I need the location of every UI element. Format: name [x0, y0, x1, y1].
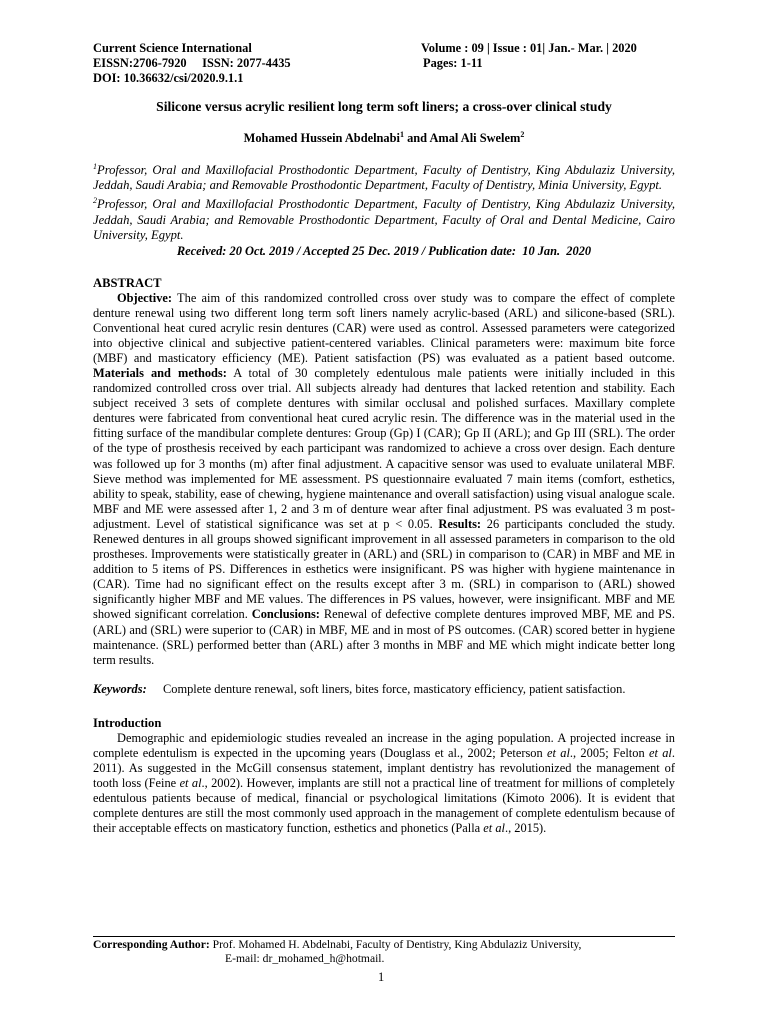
introduction-body: [93, 731, 675, 837]
intro-text-5: ., 2002). However, implants are still not a practical line of treatment for millions of completely edentulous patients because of medical, financial or psychological limitations (Kimoto 2006). It is evident that complete dentures are still the most commonly used approach in the management of complete edentulism because of their acceptable effects on masticatory function, esthetics and phonetics (Palla: [93, 776, 675, 836]
objective-text: The aim of this randomized controlled cross over study was to compare the effect of complete denture renewal using two different long term soft liners namely acrylic-based (ARL) and silicone-based (SRL). Conventional heat cured acrylic resin dentures (CAR) were used as control. Assessed parameters were categorized into objective clinical and subjective patient-centered variables. Clinical parameters were: maximum bite force (MBF) and masticatory efficiency (ME). Patient satisfaction (PS) was evaluated as a patient based outcome.: [93, 290, 675, 365]
received-dates: Received: 20 Oct. 2019 / Accepted 25 Dec. 2019 / Publication date: 10 Jan. 2020: [176, 243, 592, 258]
affiliation-2: [93, 193, 675, 242]
intro-text-2: Peterson: [500, 745, 543, 760]
intro-text-4: . 2011). As suggested in the McGill consensus statement, implant dentistry has revolutionized the management of tooth loss (Feine: [93, 745, 675, 791]
keywords-text: Complete denture renewal, soft liners, bites force, masticatory efficiency, patient satisfaction.: [163, 681, 626, 696]
conclusions-text: Renewal of defective complete dentures improved MBF, ME and PS. (ARL) and (SRL) were superior to (CAR) in MBF, ME and in most of PS outcomes. (CAR) scored better in hygiene maintenance. (SRL) performed better than (ARL) after 3 months in MBF and ME which might indicate better long term results.: [93, 607, 675, 667]
corresponding-author: [93, 938, 675, 966]
intro-etal-2: et al: [648, 745, 672, 760]
affiliation-1-sup: 1: [93, 162, 97, 172]
pages-info: Pages: 1-11: [423, 56, 483, 70]
abstract-heading: ABSTRACT: [93, 275, 162, 290]
page: [93, 41, 675, 837]
affiliation-2-sup: 2: [93, 196, 97, 206]
objective-label: Objective:: [117, 290, 173, 305]
keywords: [93, 682, 675, 697]
results-label: Results:: [438, 516, 482, 531]
intro-text-6: ., 2015).: [504, 821, 547, 836]
intro-text-3: ., 2005; Felton: [569, 745, 649, 760]
intro-text-1: Demographic and epidemiologic studies revealed an increase in the aging population. A projected increase in complete edentulism is expected in the upcoming years (Douglass et al., 2002;: [93, 730, 675, 760]
corresponding-email: E-mail: dr_mohamed_h@hotmail.: [225, 952, 385, 965]
corresponding-label: Corresponding Author:: [93, 938, 210, 951]
author-1: Mohamed Hussein Abdelnabi: [243, 131, 400, 146]
methods-text: A total of 30 completely edentulous male patients were initially included in this randomized controlled cross over trial. All subjects already had dentures that lacked retention and stability. Each subject received 3 sets of complete dentures with similar occlusal and polished surfaces. Maxillary complete dentures were fabricated from conventional heat cured acrylic resin. The difference was in the material used in the fitting surface of the mandibular complete dentures: Group (Gp) I (CAR); Gp II (ARL); and Gp III (SRL). The order of the type of prosthesis received by each participant was randomized to achieve a cross over design. Each denture was followed up for 3 months (m) after final adjustment. A capacitive sensor was used to evaluate unilateral MBF. Sieve method was implemented for ME assessment. PS questionnaire evaluated 7 main items (comfort, esthetics, ability to speak, stability, ease of chewing, hygiene maintenance and overall satisfaction) using visual analogue scale. MBF and ME were assessed after 1, 2 and 3 m of denture wear after final adjustment. PS was evaluated 3 m post-adjustment. Level of statistical significance was set at p < 0.05.: [93, 365, 675, 531]
page-number: 1: [378, 970, 385, 984]
affiliations: [93, 159, 675, 242]
intro-etal-1: et al: [542, 745, 570, 760]
introduction-heading: Introduction: [93, 715, 162, 730]
keywords-label: Keywords:: [93, 681, 147, 696]
conclusions-label: Conclusions:: [251, 607, 320, 622]
affiliation-1: [93, 159, 675, 193]
results-text: 26 participants concluded the study. Renewed dentures in all groups showed significant improvement in all assessed parameters in comparison to the old prostheses. Improvements were statistically greater in (ARL) and (SRL) in comparison to (CAR) in MBF and ME in addition to 5 items of PS. Differences in esthetics were insignificant. PS was higher with hygiene maintenance in (CAR). Time had no significant effect on the results except after 3 m. (SRL) in comparison to (ARL) showed significantly higher MBF and ME values. The differences in PS values, however, were insignificant. MBF and ME showed significant correlation.: [93, 516, 675, 622]
doi: DOI: 10.36632/csi/2020.9.1.1: [93, 71, 244, 85]
footnote-rule: [93, 936, 675, 937]
intro-etal-3: et al: [179, 776, 202, 791]
methods-label: Materials and methods:: [93, 365, 227, 380]
author-and: and: [403, 131, 430, 146]
author-2-sup: 2: [520, 130, 525, 139]
abstract-body: [93, 291, 675, 668]
author-2: Amal Ali Swelem: [429, 131, 521, 146]
corresponding-text: Prof. Mohamed H. Abdelnabi, Faculty of Dentistry, King Abdulaziz University,: [209, 938, 582, 951]
issn: EISSN:2706-7920 ISSN: 2077-4435: [93, 56, 291, 70]
affiliation-2-text: Professor, Oral and Maxillofacial Prosthodontic Department, Faculty of Dentistry, King Abdulaziz University, Jeddah, Saudi Arabia; and Removable Prosthodontic Department, Faculty of Oral and Dental Medicine, Cairo University, Egypt.: [93, 197, 675, 242]
journal-name: Current Science International: [93, 41, 252, 55]
author-line: [93, 130, 675, 146]
volume-info: Volume : 09 | Issue : 01| Jan.- Mar. | 2020: [421, 41, 637, 55]
affiliation-1-text: Professor, Oral and Maxillofacial Prosthodontic Department, Faculty of Dentistry, King Abdulaziz University, Jeddah, Saudi Arabia; and Removable Prosthodontic Department, Faculty of Dentistry, Minia University, Egypt.: [93, 163, 675, 193]
intro-etal-4: et al: [483, 821, 505, 836]
author-1-sup: 1: [399, 130, 404, 139]
paper-title: Silicone versus acrylic resilient long term soft liners; a cross-over clinical study: [156, 99, 612, 114]
journal-header: [93, 41, 675, 88]
